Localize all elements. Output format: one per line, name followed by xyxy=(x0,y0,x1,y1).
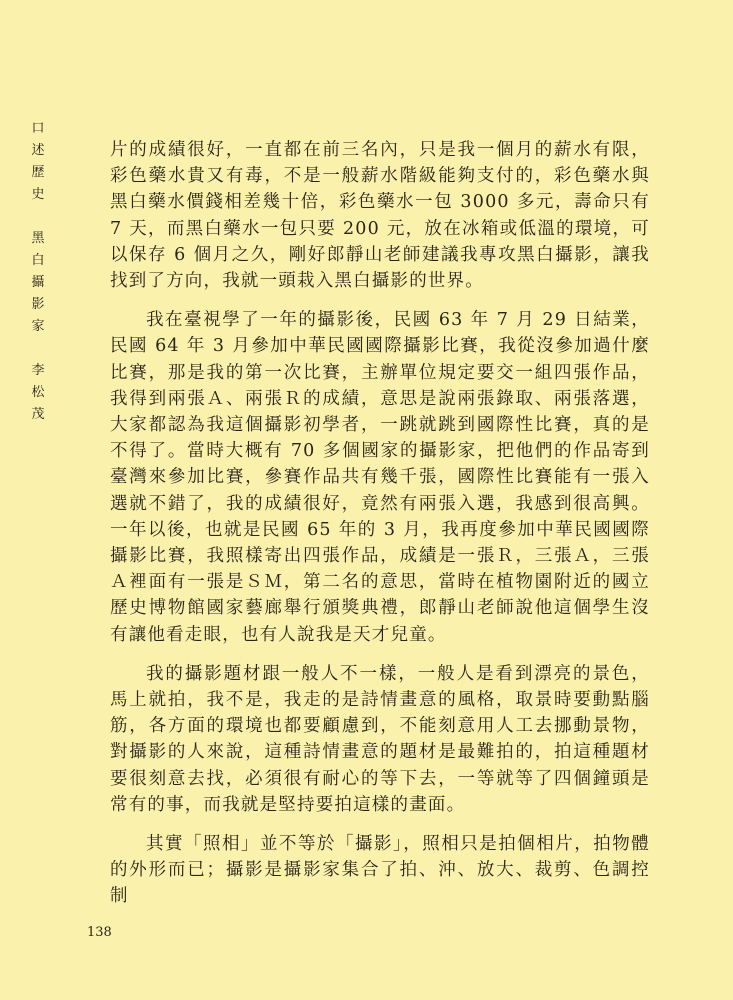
header-gap xyxy=(28,338,48,360)
body-text xyxy=(110,137,650,923)
header-char: 黑 xyxy=(31,231,45,246)
header-gap xyxy=(28,206,48,228)
header-char: 影 xyxy=(31,297,45,312)
paragraph: 我的攝影題材跟一般人不一樣，一般人是看到漂亮的景色，馬上就拍，我不是，我走的是詩情畫意的風格，取景時要動點腦筋，各方面的環境也都要顧慮到，不能刻意用人工去挪動景物，對攝影的人來說，這種詩情畫意的題材是最難拍的，拍這種題材要很刻意去找，必須很有耐心的等下去，一等就等了四個鐘頭是常有的事，而我就是堅持要拍這樣的畫面。 xyxy=(110,663,650,815)
header-char: 史 xyxy=(31,187,45,202)
page-number: 138 xyxy=(87,925,112,940)
running-header-vertical xyxy=(28,118,48,426)
header-char: 李 xyxy=(31,363,45,378)
header-char: 歷 xyxy=(31,165,45,180)
paragraph: 我在臺視學了一年的攝影後，民國 63 年 7 月 29 日結業，民國 64 年 3 月參加中華民國國際攝影比賽，我從沒參加過什麼比賽，那是我的第一次比賽，主辦單位規定要交一組四張作品，我得到兩張Ａ、兩張Ｒ的成績，意思是說兩張錄取、兩張落選，大家都認為我這個攝影初學者，一跳就跳到國際性比賽，真的是不得了。當時大概有 70 多個國家的攝影家，把他們的作品寄到臺灣來參加比賽，參賽作品共有幾千張，國際性比賽能有一張入選就不錯了，我的成績很好，竟然有兩張入選，我感到很高興。一年以後，也就是民國 65 年的 3 月，我再度參加中華民國國際攝影比賽，我照樣寄出四張作品，成績是一張Ｒ，三張Ａ，三張Ａ裡面有一張是ＳＭ，第二名的意思，當時在植物園附近的國立歷史博物館國家藝廊舉行頒獎典禮，郎靜山老師說他這個學生沒有讓他看走眼，也有人說我是天才兒童。 xyxy=(110,310,650,645)
header-char: 攝 xyxy=(31,275,45,290)
paragraph: 其實「照相」並不等於「攝影」，照相只是拍個相片，拍物體的外形而已；攝影是攝影家集合了拍、沖、放大、裁剪、色調控制 xyxy=(110,834,650,907)
header-char: 松 xyxy=(31,385,45,400)
header-char: 白 xyxy=(31,253,45,268)
header-char: 述 xyxy=(31,143,45,158)
header-char: 茂 xyxy=(31,407,45,422)
header-char: 口 xyxy=(31,121,45,136)
paragraph-continued: 片的成績很好，一直都在前三名內，只是我一個月的薪水有限，彩色藥水貴又有毒，不是一般薪水階級能夠支付的，彩色藥水與黑白藥水價錢相差幾十倍，彩色藥水一包 3000 多元，壽命只有 7 天，而黑白藥水一包只要 200 元，放在冰箱或低溫的環境，可以保存 6 個月之久，剛好郎靜山老師建議我專攻黑白攝影，讓我找到了方向，我就一頭栽入黑白攝影的世界。 xyxy=(110,140,650,292)
header-char: 家 xyxy=(31,319,45,334)
